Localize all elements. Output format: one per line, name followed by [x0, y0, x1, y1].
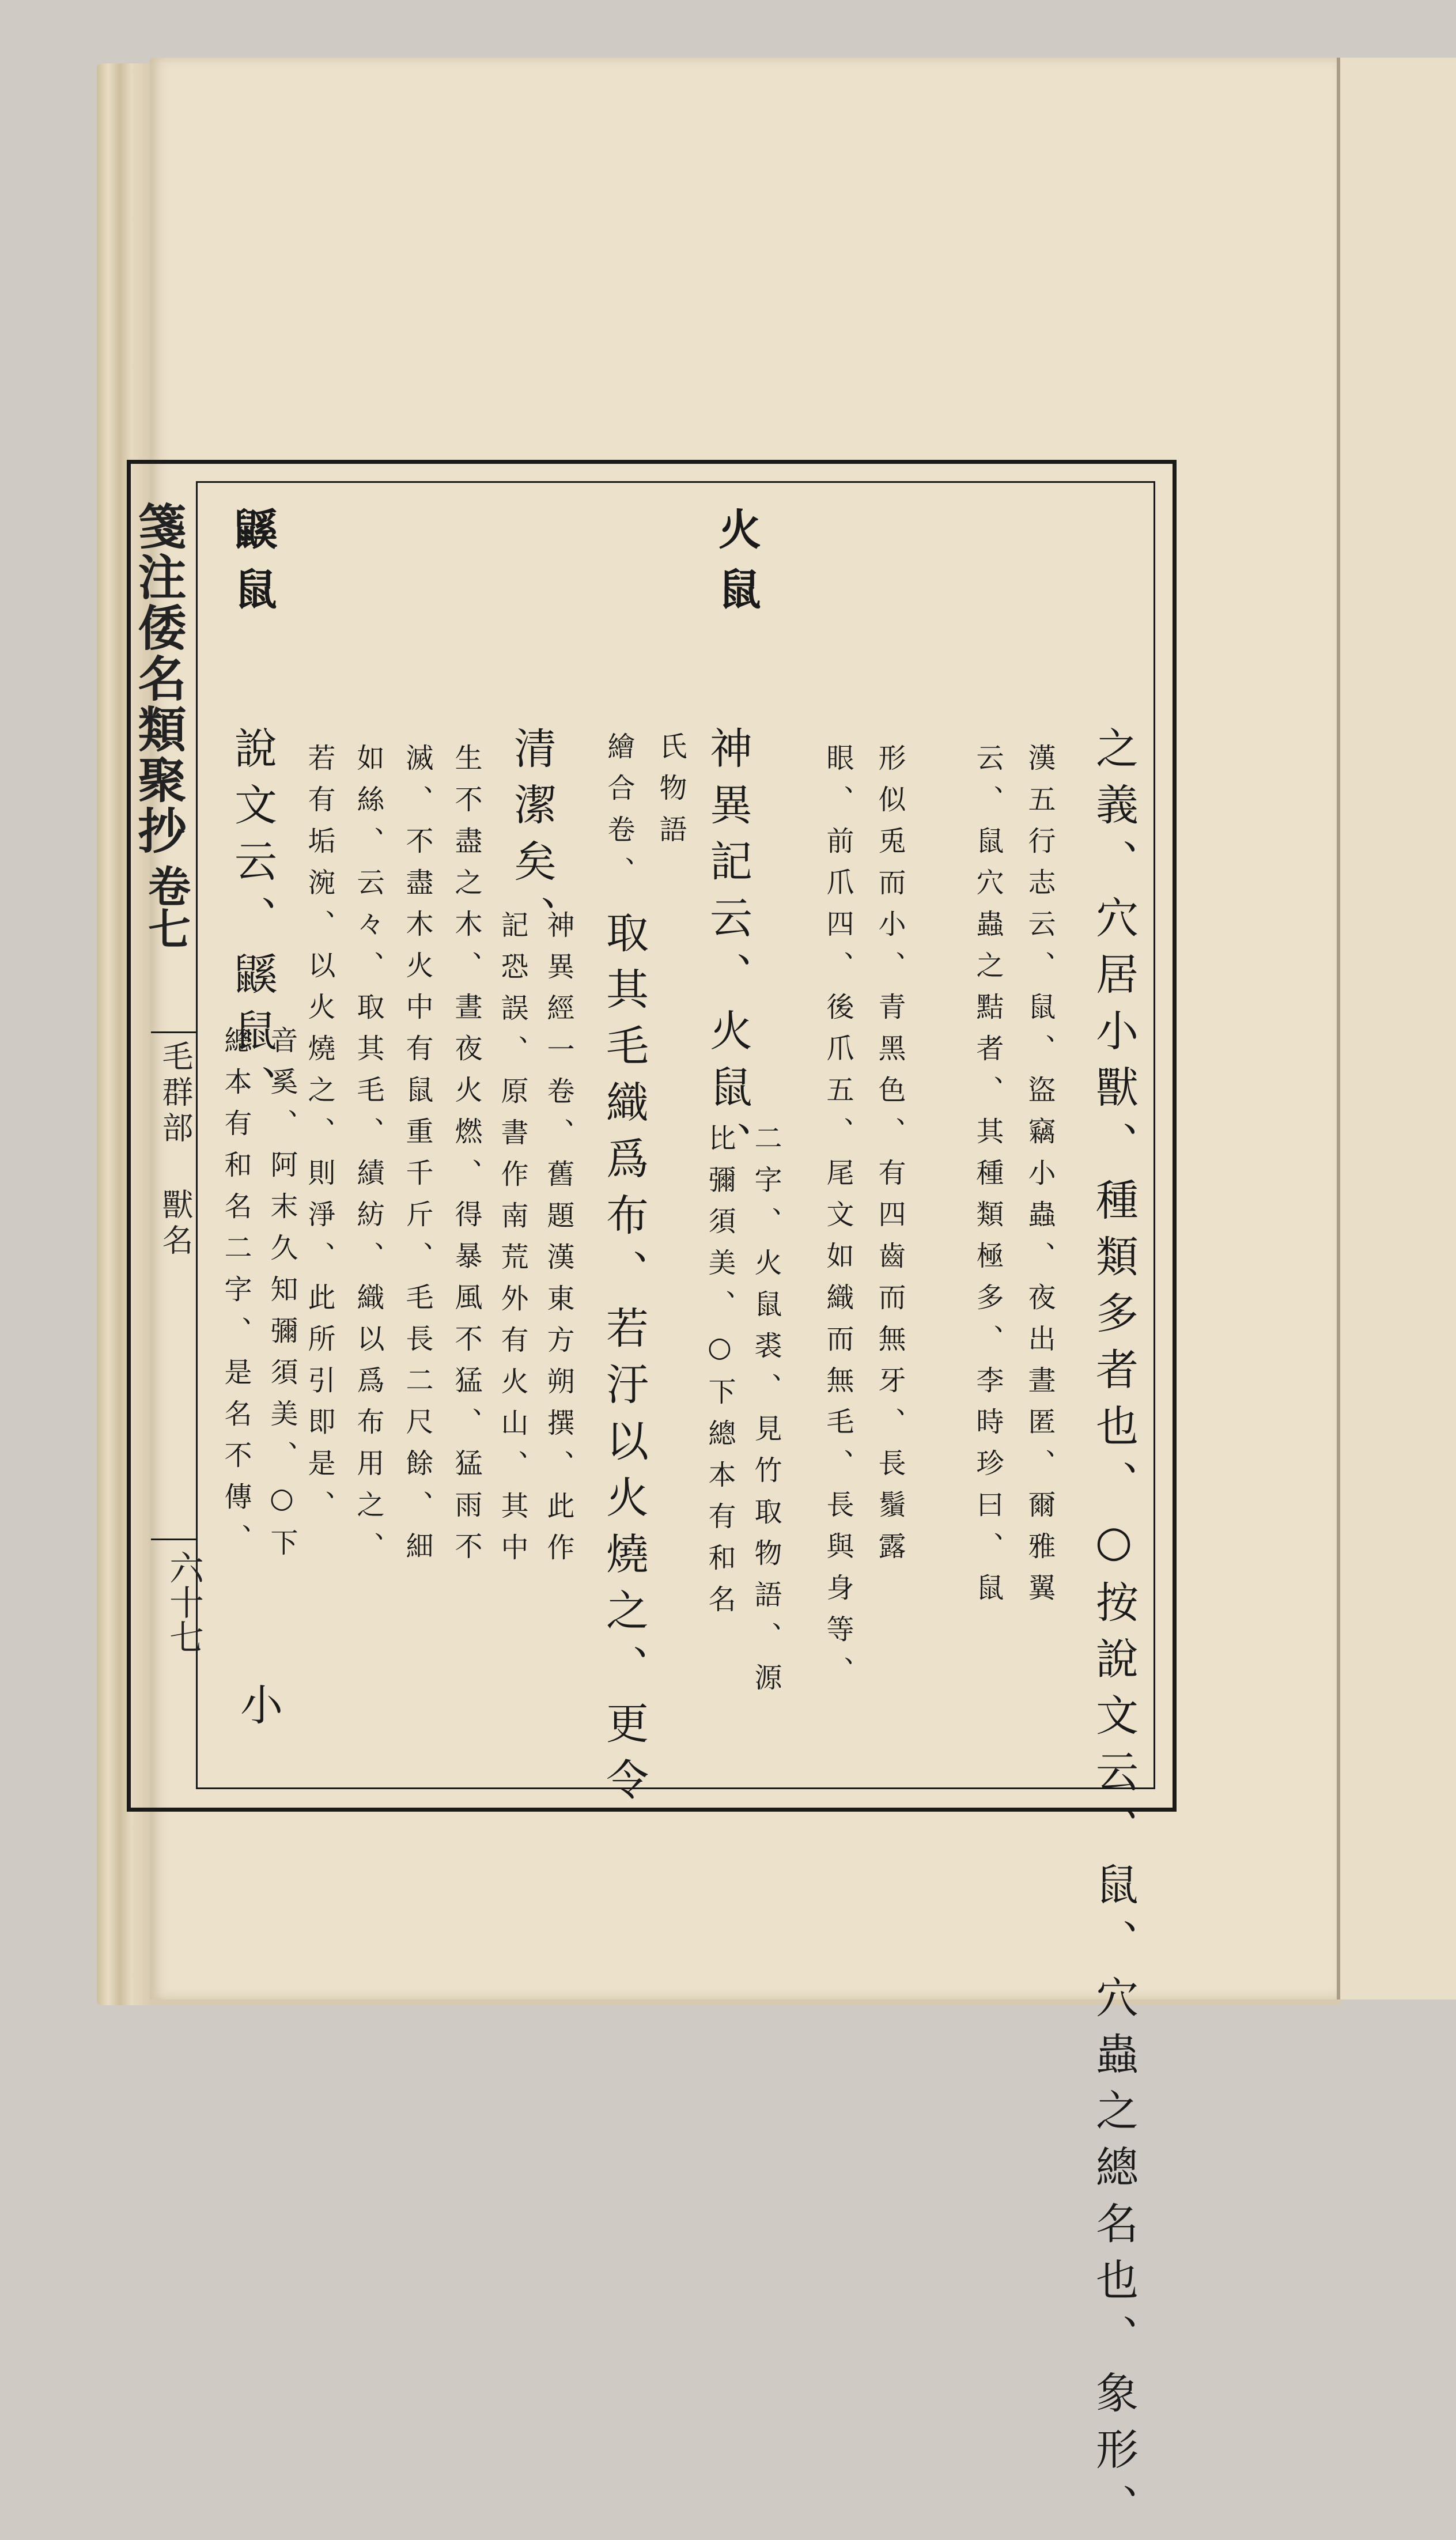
- text-column: 形似兎而小、青黑色、有四齒而無牙、長鬚露: [873, 743, 906, 1573]
- text-column: 滅、不盡木火中有鼠重千斤、毛長二尺餘、細: [401, 743, 433, 1573]
- text-column: 取其毛織爲布、若汙以火燒之、更令: [599, 910, 649, 1814]
- text-column: 音奚、阿末久知彌須美、○下: [266, 1026, 298, 1570]
- text-column: 生不盡之木、晝夜火燃、得暴風不猛、猛雨不: [450, 743, 482, 1573]
- text-column: 神異經一卷、舊題漢東方朔撰、此作: [542, 910, 574, 1574]
- text-column: 神異記云、火鼠、: [703, 726, 752, 1178]
- facing-page: [1337, 58, 1456, 2000]
- heading-fire-rat: 火鼠: [712, 507, 761, 627]
- text-column: 總本有和名二字、是名不傳、: [220, 1026, 252, 1565]
- text-column: 記恐誤、原書作南荒外有火山、其中: [496, 910, 528, 1574]
- text-column: 繪合卷、: [603, 732, 635, 898]
- section-label: 毛群部 獸名: [157, 1040, 194, 1260]
- text-column: 如絲、云々、取其毛、績紡、織以爲布用之、: [352, 743, 384, 1573]
- text-column: 二字、火鼠裘、見竹取物語、源: [750, 1124, 782, 1704]
- text-column: 比彌須美、○下總本有和名: [704, 1124, 736, 1626]
- text-column: 若有垢涴、以火燒之、則淨、此所引即是、: [303, 743, 335, 1532]
- book-title: 箋注倭名類聚抄: [130, 501, 187, 856]
- text-column: 眼、前爪四、後爪五、尾文如織而無毛、長與身等、: [822, 743, 854, 1698]
- text-column: 清潔矣、: [507, 726, 557, 952]
- margin-rule: [151, 1539, 197, 1540]
- page-number: 六十七: [164, 1550, 204, 1654]
- text-column: 說文云、鼷鼠、: [228, 726, 277, 1121]
- text-column: 漢五行志云、鼠、盜竊小蟲、夜出晝匿、爾雅翼: [1023, 743, 1056, 1615]
- heading-shrew-mouse: 鼷鼠: [228, 507, 277, 627]
- text-column: 氏物語: [655, 732, 687, 856]
- text-column: 之義、穴居小獸、種類多者也、○按說文云、鼠、穴蟲之總名也、象形、: [1089, 726, 1139, 2540]
- margin-rule: [151, 1031, 197, 1033]
- volume-label: 卷七: [141, 864, 191, 950]
- text-frame-inner: [196, 481, 1155, 1789]
- text-column: 小: [233, 1683, 283, 1739]
- text-column: 云、鼠穴蟲之黠者、其種類極多、李時珍曰、鼠: [971, 743, 1004, 1615]
